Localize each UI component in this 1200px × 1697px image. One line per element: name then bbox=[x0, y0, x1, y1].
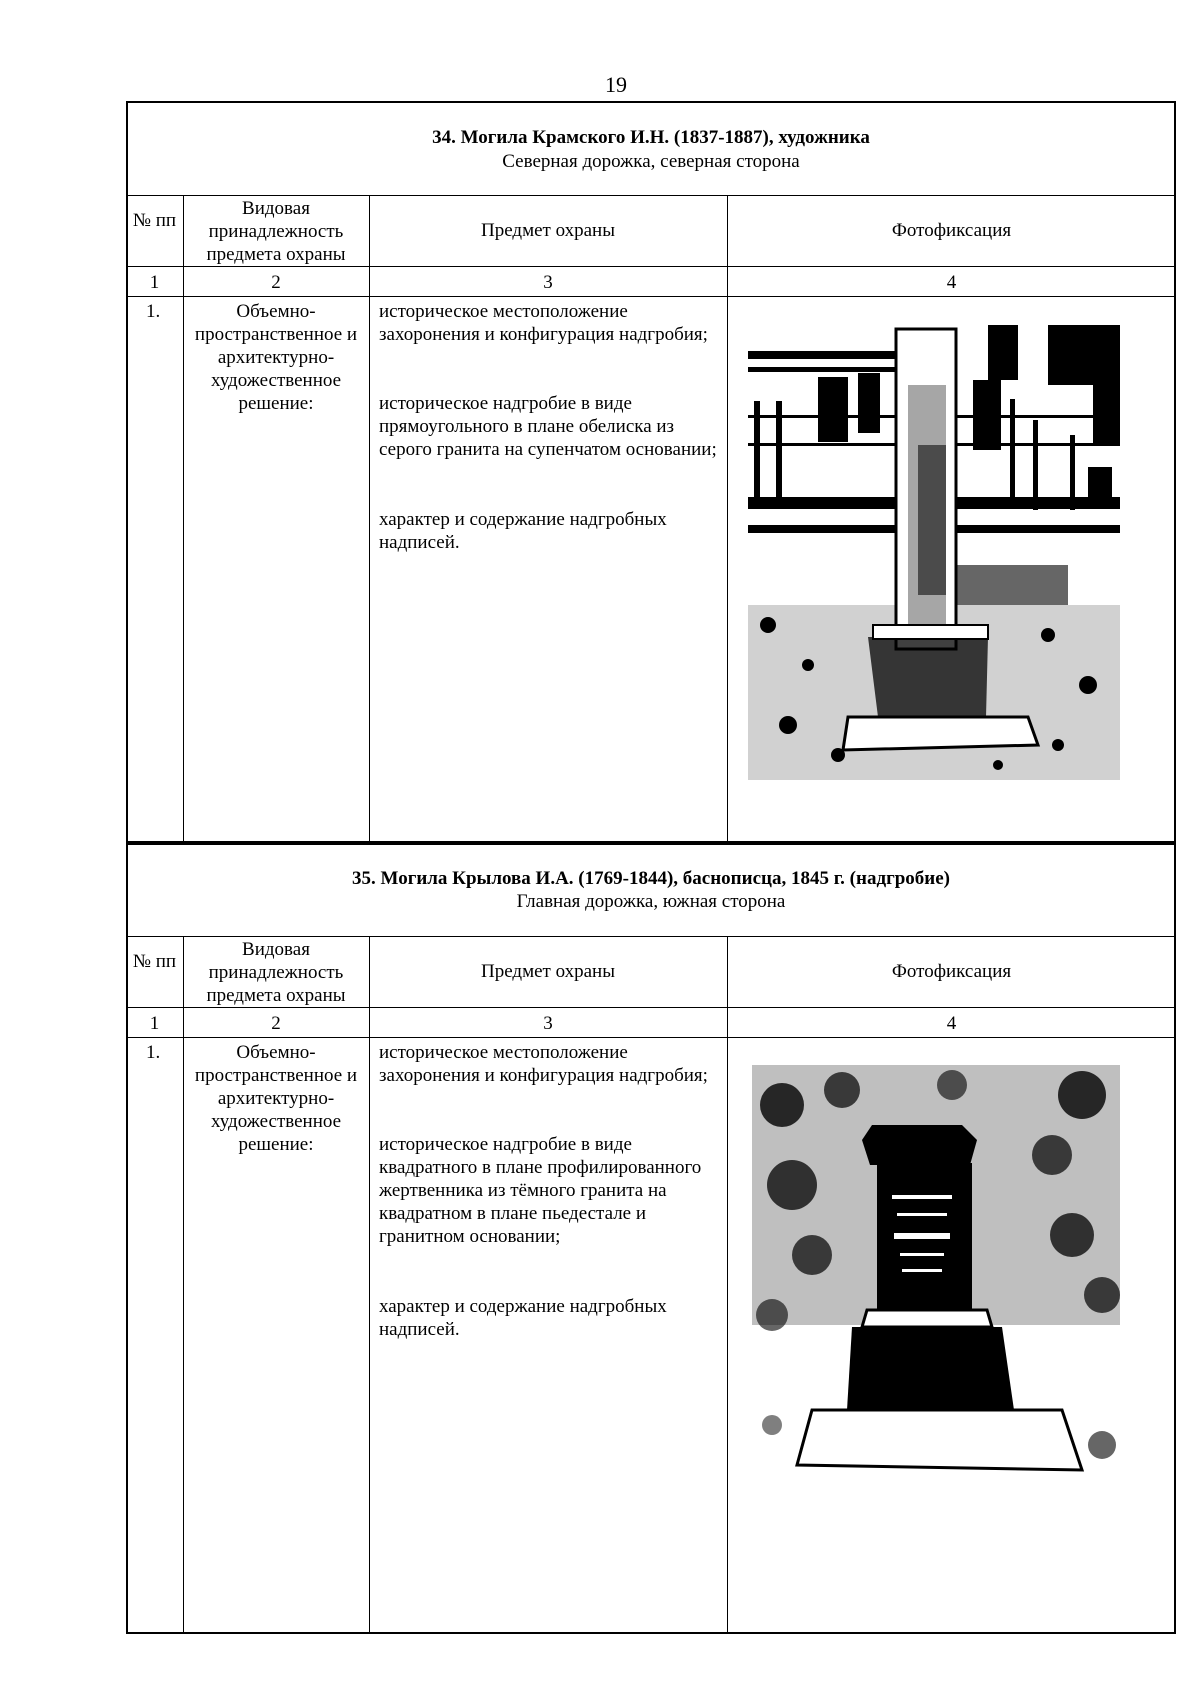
col-number: 1 bbox=[149, 272, 160, 293]
grave-photo-kramskoy bbox=[748, 325, 1120, 780]
obelisk-photo-image bbox=[748, 325, 1120, 780]
header-category: Видовая принадлежность предмета охраны bbox=[206, 198, 346, 265]
header-protection: Предмет охраны bbox=[481, 961, 615, 982]
header-num: № пп bbox=[132, 951, 177, 972]
protection-item: историческое местоположение захоронения и конфигурация надгробия; bbox=[379, 301, 708, 345]
row-number: 1. bbox=[146, 301, 161, 322]
protection-item: историческое местоположение захоронения и конфигурация надгробия; bbox=[379, 1042, 708, 1086]
protection-item: историческое надгробие в виде прямоугольного в плане обелиска из серого гранита на супенчатом основании; bbox=[379, 393, 717, 460]
section-title: 35. Могила Крылова И.А. (1769-1844), баснописца, 1845 г. (надгробие) bbox=[352, 868, 950, 889]
col-number: 2 bbox=[271, 1013, 281, 1034]
section-subtitle: Главная дорожка, южная сторона bbox=[516, 891, 786, 912]
col-number: 1 bbox=[149, 1013, 160, 1034]
section-34 bbox=[126, 101, 1176, 843]
protection-item: историческое надгробие в виде квадратного в плане профилированного жертвенника из тёмного гранита на квадратном в плане пьедестале и гранитном основании; bbox=[379, 1134, 702, 1247]
category-text: Объемно-пространственное и архитектурно-художественное решение: bbox=[194, 1042, 358, 1155]
col-number: 4 bbox=[946, 1013, 957, 1034]
protection-item: характер и содержание надгробных надписей. bbox=[379, 509, 667, 553]
col-number: 2 bbox=[271, 272, 281, 293]
grave-photo-krylov bbox=[752, 1065, 1120, 1505]
col-number: 3 bbox=[543, 1013, 553, 1034]
header-num: № пп bbox=[132, 210, 177, 231]
section-35 bbox=[126, 843, 1176, 1634]
tombstone-photo-image bbox=[752, 1065, 1120, 1505]
protection-item: характер и содержание надгробных надписей. bbox=[379, 1296, 667, 1340]
page-number: 19 bbox=[605, 72, 627, 97]
col-number: 4 bbox=[946, 272, 957, 293]
header-protection: Предмет охраны bbox=[481, 220, 615, 241]
row-number: 1. bbox=[146, 1042, 161, 1063]
category-text: Объемно-пространственное и архитектурно-художественное решение: bbox=[194, 301, 358, 414]
header-category: Видовая принадлежность предмета охраны bbox=[206, 939, 346, 1006]
section-title: 34. Могила Крамского И.Н. (1837-1887), художника bbox=[432, 127, 870, 148]
col-number: 3 bbox=[543, 272, 553, 293]
header-photo: Фотофиксация bbox=[891, 220, 1012, 241]
header-photo: Фотофиксация bbox=[891, 961, 1012, 982]
section-subtitle: Северная дорожка, северная сторона bbox=[502, 151, 800, 172]
